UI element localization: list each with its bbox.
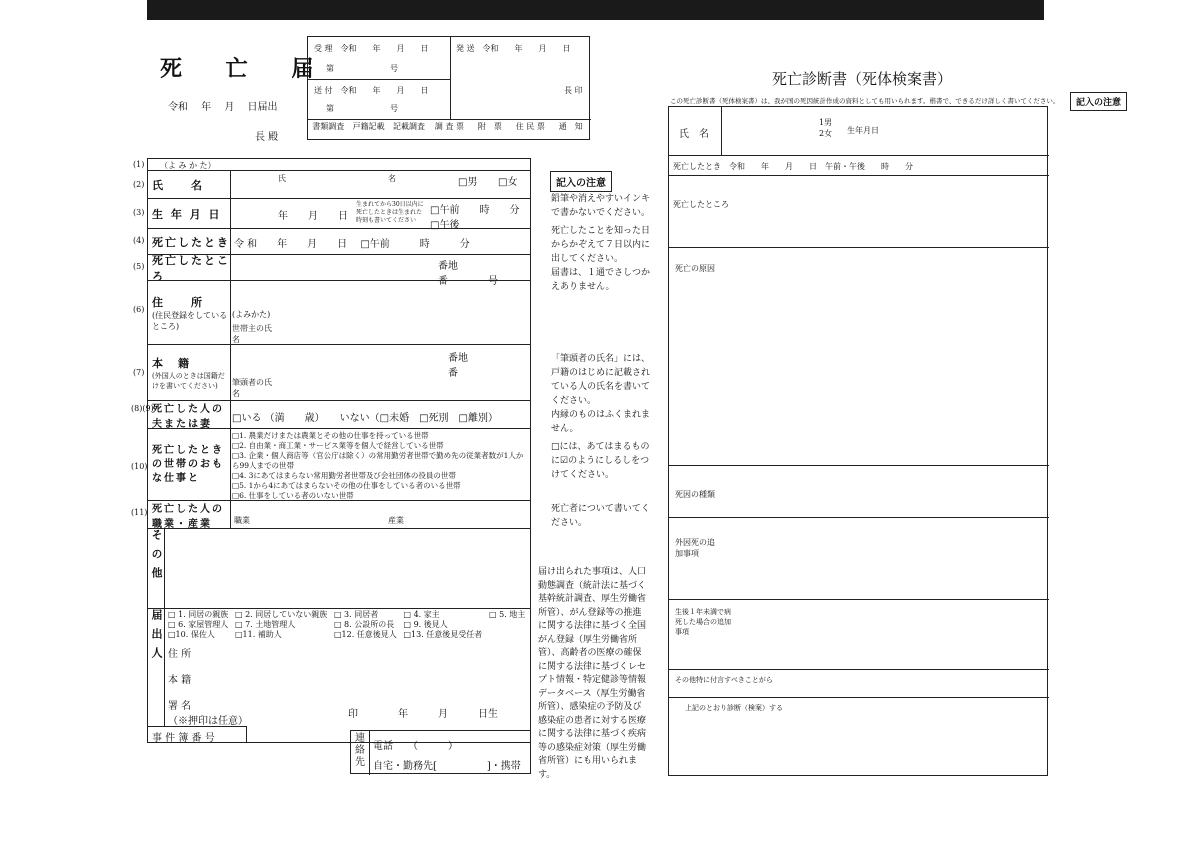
- cert-sex: 1男 2女: [819, 118, 833, 138]
- death-certificate: [668, 106, 1048, 776]
- row-name: [148, 170, 530, 198]
- household-work-options[interactable]: □1. 農業だけまたは農業とその他の仕事を持っている世帯 □2. 自由業・商工業・サービス業等を個人で経営している世帯 □3. 企業・個人商店等（官公庁は除く）の常用勤労者世帯で勤め先の従業者数が1人から99人までの世帯 □4. 3にあてはまらない常用勤労者世帯及び会社団体の役員の世帯 □5. 1から4にあてはまらないその他の仕事をしている者のいる世帯 □6. 仕事をしている者のいない世帯: [232, 431, 524, 500]
- honseki-sub: (外国人のときは国籍だけを書いてください): [152, 371, 225, 390]
- reporter-address: 住 所: [168, 649, 192, 660]
- cert-name-label: 氏 名: [679, 129, 709, 140]
- row-num: (10): [131, 462, 148, 471]
- cert-signature: 上記のとおり診断（検案）する: [685, 704, 783, 712]
- address-sub: (住民登録をしているところ): [152, 310, 228, 331]
- certificate-title: 死亡診断書（死体検案書）: [772, 70, 953, 88]
- reporter-sign: 署 名 （※押印は任意）: [168, 701, 248, 727]
- death-place-addr: 番地 番 号: [438, 261, 498, 287]
- accepted-number: 第 号: [326, 64, 398, 73]
- row-death-place: [148, 253, 530, 287]
- row-address: [148, 280, 530, 344]
- cert-death-time: 死亡したとき 令和 年 月 日 午前・午後 時 分: [673, 162, 913, 171]
- honseki-head: 筆頭者の氏名: [232, 378, 272, 398]
- row-num: (3): [133, 208, 145, 217]
- row-other: [148, 528, 530, 608]
- honseki-addr: 番地 番: [448, 353, 468, 379]
- contact-box: [350, 730, 531, 774]
- note-8: 届け出られた事項は、人口動態調査（統計法に基づく基幹統計調査、厚生労働省所管）、がん登録等の推進に関する法律に基づく全国がん登録（厚生労働省所管）、高齢者の医療の確保に関する法律に基づくレセプト情報・特定健診等情報データベース（厚生労働省所管）、感染症の予防及び感染症の患者に対する医療に関する法律に基づく疾病等の感染症対策（厚生労働省所管）にも用いられます。: [538, 567, 647, 780]
- note-3: 届書は、１通でさしつかえありません。: [551, 268, 651, 292]
- occupation-label: 死亡した人の職業・産業: [148, 501, 231, 528]
- row-death-time: [148, 228, 530, 254]
- note-6: □には、あてはまるものに☑のようにしるしをつけてください。: [551, 442, 650, 480]
- contact-phone[interactable]: 電話 （ ）: [373, 741, 458, 752]
- cert-cause: 死亡の原因: [675, 264, 715, 273]
- receipt-box: [307, 36, 590, 140]
- surname-label: 氏: [278, 174, 286, 183]
- certificate-intro: この死亡診断書（死体検案書）は、我が国の死因統計作成の資料としても用いられます。楷書で、できるだけ詳しく書いてください。: [670, 97, 1060, 105]
- sent-number: 第 号: [326, 104, 398, 113]
- head-seal: 長 印: [564, 86, 583, 95]
- address-yomi: (よみかた): [232, 310, 271, 319]
- register-no: 事 件 簿 番 号: [147, 726, 247, 743]
- header-bar: [147, 0, 1044, 20]
- death-time-value[interactable]: 令 和 年 月 日 □午前 時 分: [234, 239, 470, 250]
- address-label: [148, 281, 231, 344]
- death-time-label: 死亡したとき: [148, 229, 231, 254]
- honseki-title: 本 籍: [152, 356, 191, 370]
- birth-label: 生 年 月 日: [148, 199, 231, 228]
- death-place-label: 死亡したところ: [148, 255, 231, 280]
- row-spouse: [148, 400, 530, 428]
- note-2: 死亡したことを知った日からかぞえて７日以内に出してください。: [551, 226, 651, 264]
- note-7: 死亡者について書いてください。: [551, 504, 650, 528]
- contact-label: 連絡先: [355, 733, 365, 768]
- male-checkbox[interactable]: □男: [458, 177, 478, 188]
- review-columns: 書類調査 戸籍記載 記載調査 調 査 票 附 票 住 民 票 通 知: [312, 122, 583, 131]
- cert-place: 死亡したところ: [673, 200, 729, 209]
- dispatch-date: 発 送 令和 年 月 日: [456, 44, 571, 53]
- row-num: (7): [133, 368, 145, 377]
- row-num: (8)(9): [131, 404, 154, 413]
- row-occupation: [148, 500, 530, 528]
- household-work-label: 死亡したときの世帯のおもな仕事と: [148, 429, 231, 500]
- other-label: そ の 他: [148, 529, 165, 608]
- yomikata-label: （よ み か た）: [160, 161, 216, 170]
- female-checkbox[interactable]: □女: [498, 177, 518, 188]
- contact-other[interactable]: 自宅・勤務先[ ]・携帯: [373, 761, 521, 772]
- row-num: (11): [131, 508, 148, 517]
- cert-birth: 生年月日: [847, 126, 879, 135]
- birth-note: 生まれてから30日以内に死亡したときは生まれた時刻も書いてください: [356, 201, 424, 224]
- spouse-label: 死亡した人の夫または妻: [148, 401, 231, 428]
- form-title: 死 亡 届: [160, 56, 332, 82]
- row-household-work: [148, 428, 530, 500]
- row-num: (6): [133, 305, 145, 314]
- row-reporter: [148, 608, 530, 726]
- household-head: 世帯主の氏名: [232, 324, 272, 344]
- address-title: 住 所: [152, 295, 204, 309]
- cert-infant: 生後１年未満で病死した場合の追加事項: [675, 608, 731, 636]
- filing-date: 令和 年 月 日届出: [168, 102, 278, 113]
- row-num: (2): [133, 180, 145, 189]
- row-num: (1): [133, 160, 145, 169]
- reporter-label: 届 出 人: [148, 609, 165, 726]
- reporter-honseki: 本 籍: [168, 675, 192, 686]
- birth-time[interactable]: □午前 時 分 □午後: [430, 205, 520, 231]
- name-label: 氏 名: [148, 171, 231, 198]
- certificate-notes-header: 記入の注意: [1070, 92, 1127, 111]
- note-1: 鉛筆や消えやすいインキで書かないでください。: [551, 194, 651, 218]
- reporter-birth: 印 年 月 日生: [348, 709, 498, 720]
- birth-date: 年 月 日: [278, 211, 348, 222]
- accepted-date: 受 理 令和 年 月 日: [314, 44, 429, 53]
- notes-header: 記入の注意: [550, 171, 612, 192]
- sent-date: 送 付 令和 年 月 日: [314, 86, 429, 95]
- note-4: 「筆頭者の氏名」には、戸籍のはじめに記載されている人の氏名を書いてください。: [551, 354, 651, 406]
- note-5: 内縁のものはふくまれません。: [551, 410, 651, 434]
- cert-kind: 死因の種類: [675, 490, 715, 499]
- reporter-roles[interactable]: □ 1. 同居の親族 □ 2. 同居していない親族 □ 3. 同居者 □ 4. 家主 □ 5. 地主 □ 6. 家屋管理人 □ 7. 土地管理人 □ 8. 公設所の長 □ 9. 後見人 □10. 保佐人 □11. 補助人 □12. 任意後見人 □13. 任意後見受任者: [168, 610, 526, 639]
- cert-external: 外因死の追加事項: [675, 538, 715, 558]
- given-label: 名: [388, 174, 396, 183]
- addressee: 長 殿: [255, 132, 279, 143]
- spouse-value[interactable]: □いる （満 歳） いない（□未婚 □死別 □離別）: [232, 413, 498, 424]
- row-num: (5): [133, 262, 145, 271]
- row-honseki: [148, 344, 530, 400]
- honseki-label: [148, 345, 231, 400]
- cert-other-notes: その他特に付言すべきことがら: [675, 676, 773, 684]
- job-label: 職業: [234, 516, 250, 525]
- row-birth: [148, 198, 530, 231]
- industry-label: 産業: [388, 516, 404, 525]
- row-num: (4): [133, 236, 145, 245]
